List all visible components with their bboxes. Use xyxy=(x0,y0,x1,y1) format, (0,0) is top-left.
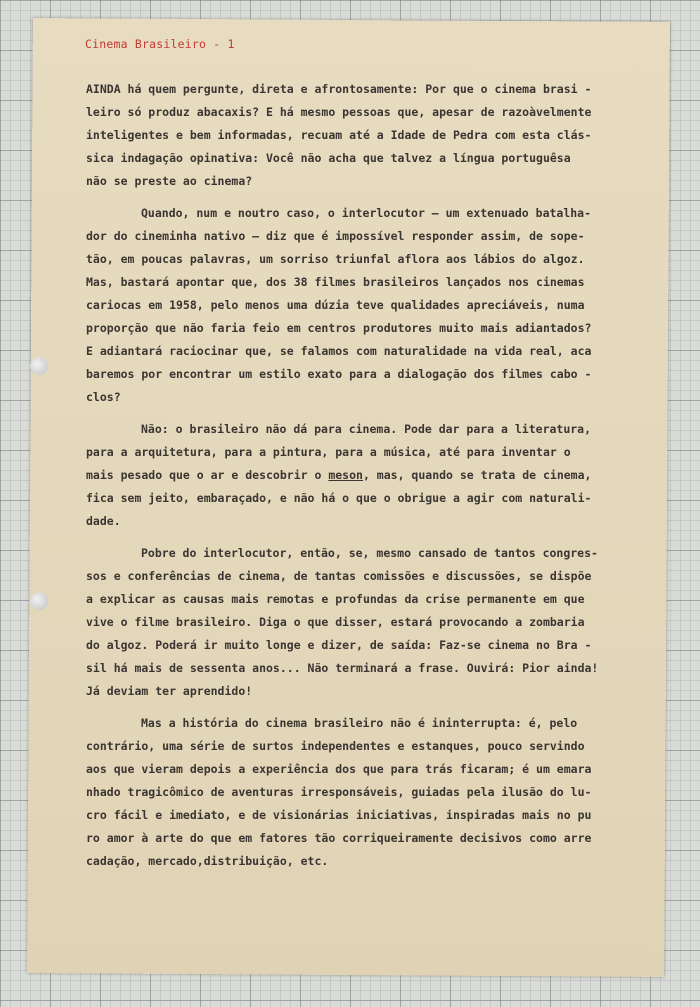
text-line: dor do cineminha nativo — diz que é impossível responder assim, de sope- xyxy=(86,229,585,243)
text-line: para a arquitetura, para a pintura, para a música, até para inventar o xyxy=(86,445,571,459)
text-line: nhado tragicômico de aventuras irresponsáveis, guiadas pela ilusão do lu- xyxy=(86,785,592,799)
text-line: do algoz. Poderá ir muito longe e dizer, de saída: Faz-se cinema no Bra - xyxy=(86,638,592,652)
text-line: inteligentes e bem informadas, recuam até a Idade de Pedra com esta clás- xyxy=(86,128,592,142)
text-line: sos e conferências de cinema, de tantas comissões e discussões, se dispõe xyxy=(86,569,592,583)
text-line: aos que vieram depois a experiência dos que para trás ficaram; é um emara xyxy=(86,762,592,776)
text-line: sil há mais de sessenta anos... Não terminará a frase. Ouvirá: Pior ainda! xyxy=(86,661,599,675)
text-line: Mas a história do cinema brasileiro não é ininterrupta: é, pelo xyxy=(141,716,578,730)
text-line: Não: o brasileiro não dá para cinema. Pode dar para a literatura, xyxy=(141,422,592,436)
text-line: a explicar as causas mais remotas e profundas da crise permanente em que xyxy=(86,592,585,606)
text-line: dade. xyxy=(86,514,121,528)
text-line: clos? xyxy=(86,390,121,404)
text-line: não se preste ao cinema? xyxy=(86,174,253,188)
text-line: sica indagação opinativa: Você não acha que talvez a língua portuguêsa xyxy=(86,151,571,165)
text-line: Já deviam ter aprendido! xyxy=(86,684,253,698)
text-line: cro fácil e imediato, e de visionárias iniciativas, inspiradas mais no pu xyxy=(86,808,592,822)
page-header: Cinema Brasileiro - 1 xyxy=(85,37,235,51)
text-line: vive o filme brasileiro. Diga o que disser, estará provocando a zombaria xyxy=(86,615,585,629)
text-line: proporção que não faria feio em centros produtores muito mais adiantados? xyxy=(86,321,592,335)
text-line: contrário, uma série de surtos independentes e estanques, pouco servindo xyxy=(86,739,585,753)
text-line: Quando, num e noutro caso, o interlocutor — um extenuado batalha- xyxy=(141,206,592,220)
text-line: AINDA há quem pergunte, direta e afrontosamente: Por que o cinema brasi - xyxy=(86,82,592,96)
text-line: ro amor à arte do que em fatores tão corriqueiramente decisivos como arre xyxy=(86,831,592,845)
text-line: mais pesado que o ar e descobrir o meson, mas, quando se trata de cinema, xyxy=(86,468,592,482)
punch-hole xyxy=(30,357,48,375)
text-line: Mas, bastará apontar que, dos 38 filmes brasileiros lançados nos cinemas xyxy=(86,275,585,289)
text-line: fica sem jeito, embaraçado, e não há o que o obrigue a agir com naturali- xyxy=(86,491,592,505)
text-line: leiro só produz abacaxis? E há mesmo pessoas que, apesar de razoàvelmente xyxy=(86,105,592,119)
text-line: cariocas em 1958, pelo menos uma dúzia teve qualidades apreciáveis, numa xyxy=(86,298,585,312)
text-line: cadação, mercado,distribuição, etc. xyxy=(86,854,329,868)
text-line: baremos por encontrar um estilo exato para a dialogação dos filmes cabo - xyxy=(86,367,592,381)
text-line: E adiantará raciocinar que, se falamos com naturalidade na vida real, aca xyxy=(86,344,592,358)
punch-hole xyxy=(30,592,48,610)
text-line: Pobre do interlocutor, então, se, mesmo cansado de tantos congres- xyxy=(141,546,598,560)
text-line: tão, em poucas palavras, um sorriso triunfal aflora aos lábios do algoz. xyxy=(86,252,585,266)
